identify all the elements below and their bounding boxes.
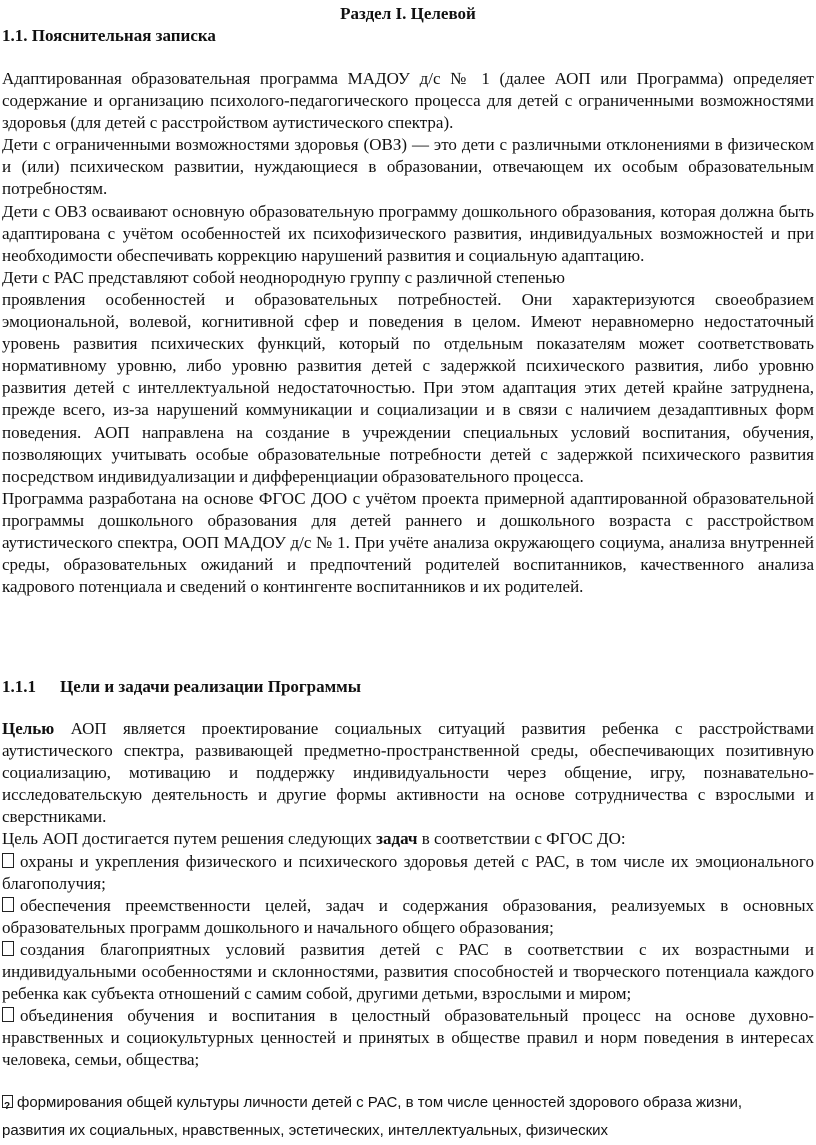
goals-text [2, 718, 814, 1072]
last-task-line1: формирования общей культуры личности детей с РАС, в том числе ценностей здорового образа жизни, [17, 1094, 743, 1111]
intro-paragraph: Дети с ограниченными возможностями здоровья (ОВЗ) — это дети с различными отклонениями в физическом и (или) психическом развитии, нуждающиеся в образовании, отвечающем их особым образовательным потребностям. [2, 135, 814, 199]
task-text: объединения обучения и воспитания в целостный образовательный процесс на основе духовно-нравственных и социокультурных ценностей и принятых в обществе правил и норм поведения в интересах человека, семьи, общества; [2, 1006, 814, 1070]
task-item [2, 851, 814, 895]
subsection-title: 1.1. Пояснительная записка [2, 26, 216, 45]
last-task-line: развития их социальных, нравственных, эстетических, интеллектуальных, физических [2, 1122, 609, 1139]
intro-paragraph: Дети с РАС представляют собой неоднородную группу с различной степенью [2, 267, 565, 287]
checkbox-bullet-icon [2, 853, 14, 868]
goal-text: АОП является проектирование социальных ситуаций развития ребенка с расстройствами аутистического спектра, развивающей предметно-пространственной среды, обеспечивающих позитивную социализацию, мотивацию и поддержку индивидуальности через общение, игру, познавательно-исследовательскую деятельность и другие формы активности на основе сотрудничества с взрослыми и сверстниками. [2, 719, 814, 827]
task-text: создания благоприятных условий развития детей с РАС в соответствии с их возрастными и индивидуальными особенностями и склонностями, развития способностей и творческого потенциала каждого ребенка как субъекта отношений с самим собой, другими детьми, взрослыми и миром; [2, 939, 814, 1004]
checkbox-bullet-icon [2, 897, 14, 912]
tasks-intro-bold: задач [376, 829, 418, 849]
goals-heading [2, 676, 361, 698]
last-task [2, 1089, 814, 1145]
task-item [2, 939, 814, 1005]
goal-paragraph [2, 718, 814, 828]
intro-paragraph: Программа разработана на основе ФГОС ДОО с учётом проекта примерной адаптированной образовательной программы дошкольного образования для детей раннего и дошкольного возраста с расстройством аутистического спектра, ООП МАДОУ д/с № 1. При учёте анализа окружающего социума, анализа внутренней среды, образовательных ожиданий и предпочтений родителей воспитанников, качественного анализа кадрового потенциала и сведений о контингенте воспитанников и их родителей. [2, 488, 814, 597]
task-text: охраны и укрепления физического и психического здоровья детей с РАС, в том числе их эмоционального благополучия; [2, 851, 814, 893]
task-text: обеспечения преемственности целей, задач и содержания образования, реализуемых в основных образовательных программ дошкольного и начального общего образования; [2, 895, 814, 937]
intro-paragraph: Дети с ОВЗ осваивают основную образовательную программу дошкольного образования, которая должна быть адаптирована с учётом особенностей их психофизического развития, индивидуальных возможностей и при необходимости обеспечивать коррекцию нарушений развития и социальную адаптацию. [2, 201, 814, 265]
tasks-intro-after: в соответствии с ФГОС ДО: [417, 829, 626, 849]
goal-lead: Целью [2, 719, 55, 738]
intro-text [2, 68, 814, 598]
tasks-intro [2, 828, 814, 850]
task-item [2, 1005, 814, 1071]
tasks-intro-before: Цель АОП достигается путем решения следующих [2, 829, 377, 849]
intro-paragraph: проявления особенностей и образовательных потребностей. Они характеризуются своеобразием эмоциональной, волевой, когнитивной сфер и поведения в целом. Имеют неравномерно недостаточный уровень развития психических функций, который по отдельным показателям может соответствовать нормативному уровню, либо уровню развития детей с задержкой психического развития, либо уровню развития детей с интеллектуальной недостаточностью. При этом адаптация этих детей крайне затруднена, прежде всего, из-за нарушений коммуникации и социализации и в связи с наличием дезадаптивных форм поведения. АОП направлена на создание в учреждении специальных условий воспитания, обучения, позволяющих учитывать особые образовательные потребности детей с задержкой психического развития посредством индивидуализации и дифференциации образовательного процесса. [2, 289, 814, 486]
task-item [2, 895, 814, 939]
checkbox-bullet-icon [2, 1007, 14, 1022]
missing-glyph-icon [2, 1095, 13, 1108]
goals-heading-number: 1.1.1 [2, 677, 36, 696]
section-title: Раздел I. Целевой [340, 4, 476, 23]
goals-heading-title: Цели и задачи реализации Программы [60, 677, 362, 696]
checkbox-bullet-icon [2, 941, 14, 956]
intro-paragraph: Адаптированная образовательная программа МАДОУ д/с № 1 (далее АОП или Программа) определяет содержание и организацию психолого-педагогического процесса для детей с ограниченными возможностями здоровья (для детей с расстройством аутистического спектра). [2, 69, 814, 133]
last-task-line [2, 1089, 814, 1117]
